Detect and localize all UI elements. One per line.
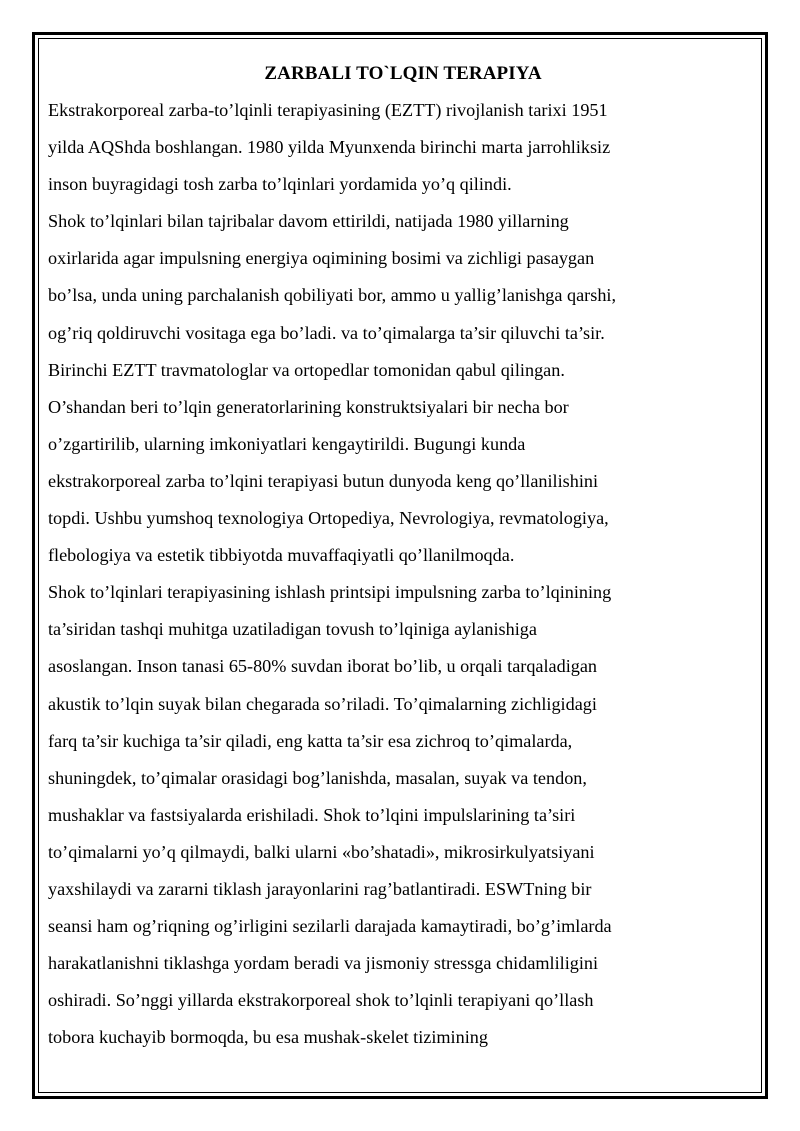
text-line: bo’lsa, unda uning parchalanish qobiliyati bor, ammo u yallig’lanishga qarshi, [48,285,617,306]
text-line: shuningdek, to’qimalar orasidagi bog’lanishda, masalan, suyak va tendon, [48,767,587,788]
text-line: farq ta’sir kuchiga ta’sir qiladi, eng katta ta’sir esa zichroq to’qimalarda, [48,730,573,751]
text-line: tobora kuchayib bormoqda, bu esa mushak-skelet tizimining [48,1027,488,1048]
text-line: Birinchi EZTT travmatologlar va ortopedlar tomonidan qabul qilingan. [48,359,565,380]
text-line: yaxshilaydi va zararni tiklash jarayonlarini rag’batlantiradi. ESWTning bir [48,878,592,899]
text-line: yilda AQShda boshlangan. 1980 yilda Myunxenda birinchi marta jarrohliksiz [48,137,611,158]
text-line: ta’siridan tashqi muhitga uzatiladigan tovush to’lqiniga aylanishiga [48,619,537,640]
text-line: oxirlarida agar impulsning energiya oqimining bosimi va zichligi pasaygan [48,248,595,269]
text-line: to’qimalarni yo’q qilmaydi, balki ularni «bo’shatadi», mikrosirkulyatsiyani [48,841,595,862]
text-line: inson buyragidagi tosh zarba to’lqinlari yordamida yo’q qilindi. [48,174,512,195]
document-title: ZARBALI TO`LQIN TERAPIYA [264,63,542,84]
text-line: Shok to’lqinlari bilan tajribalar davom ettirildi, natijada 1980 yillarning [48,211,569,232]
text-line: Shok to’lqinlari terapiyasining ishlash printsipi impulsning zarba to’lqinining [48,582,612,603]
text-line: mushaklar va fastsiyalarda erishiladi. Shok to’lqini impulslarining ta’siri [48,804,576,825]
text-line: og’riq qoldiruvchi vositaga ega bo’ladi. va to’qimalarga ta’sir qiluvchi ta’sir. [48,322,605,343]
text-line: oshiradi. So’nggi yillarda ekstrakorporeal shok to’lqinli terapiyani qo’llash [48,990,594,1011]
text-line: ekstrakorporeal zarba to’lqini terapiyasi butun dunyoda keng qo’llanilishini [48,470,599,491]
text-line: harakatlanishni tiklashga yordam beradi va jismoniy stressga chidamliligini [48,953,599,974]
text-line: o’zgartirilib, ularning imkoniyatlari kengaytirildi. Bugungi kunda [48,433,526,454]
text-lines [48,92,758,1056]
text-line: seansi ham og’riqning og’irligini sezilarli darajada kamaytiradi, bo’g’imlarda [48,916,612,937]
text-line: flebologiya va estetik tibbiyotda muvaffaqiyatli qo’llanilmoqda. [48,545,515,566]
document-body [48,56,758,1056]
text-line: topdi. Ushbu yumshoq texnologiya Ortopediya, Nevrologiya, revmatologiya, [48,508,609,529]
text-line: akustik to’lqin suyak bilan chegarada so’riladi. To’qimalarning zichligidagi [48,693,597,714]
text-line: Ekstrakorporeal zarba-to’lqinli terapiyasining (EZTT) rivojlanish tarixi 1951 [48,100,608,120]
text-line: asoslangan. Inson tanasi 65-80% suvdan iborat bo’lib, u orqali tarqaladigan [48,656,598,677]
text-line: O’shandan beri to’lqin generatorlarining konstruktsiyalari bir necha bor [48,396,569,417]
